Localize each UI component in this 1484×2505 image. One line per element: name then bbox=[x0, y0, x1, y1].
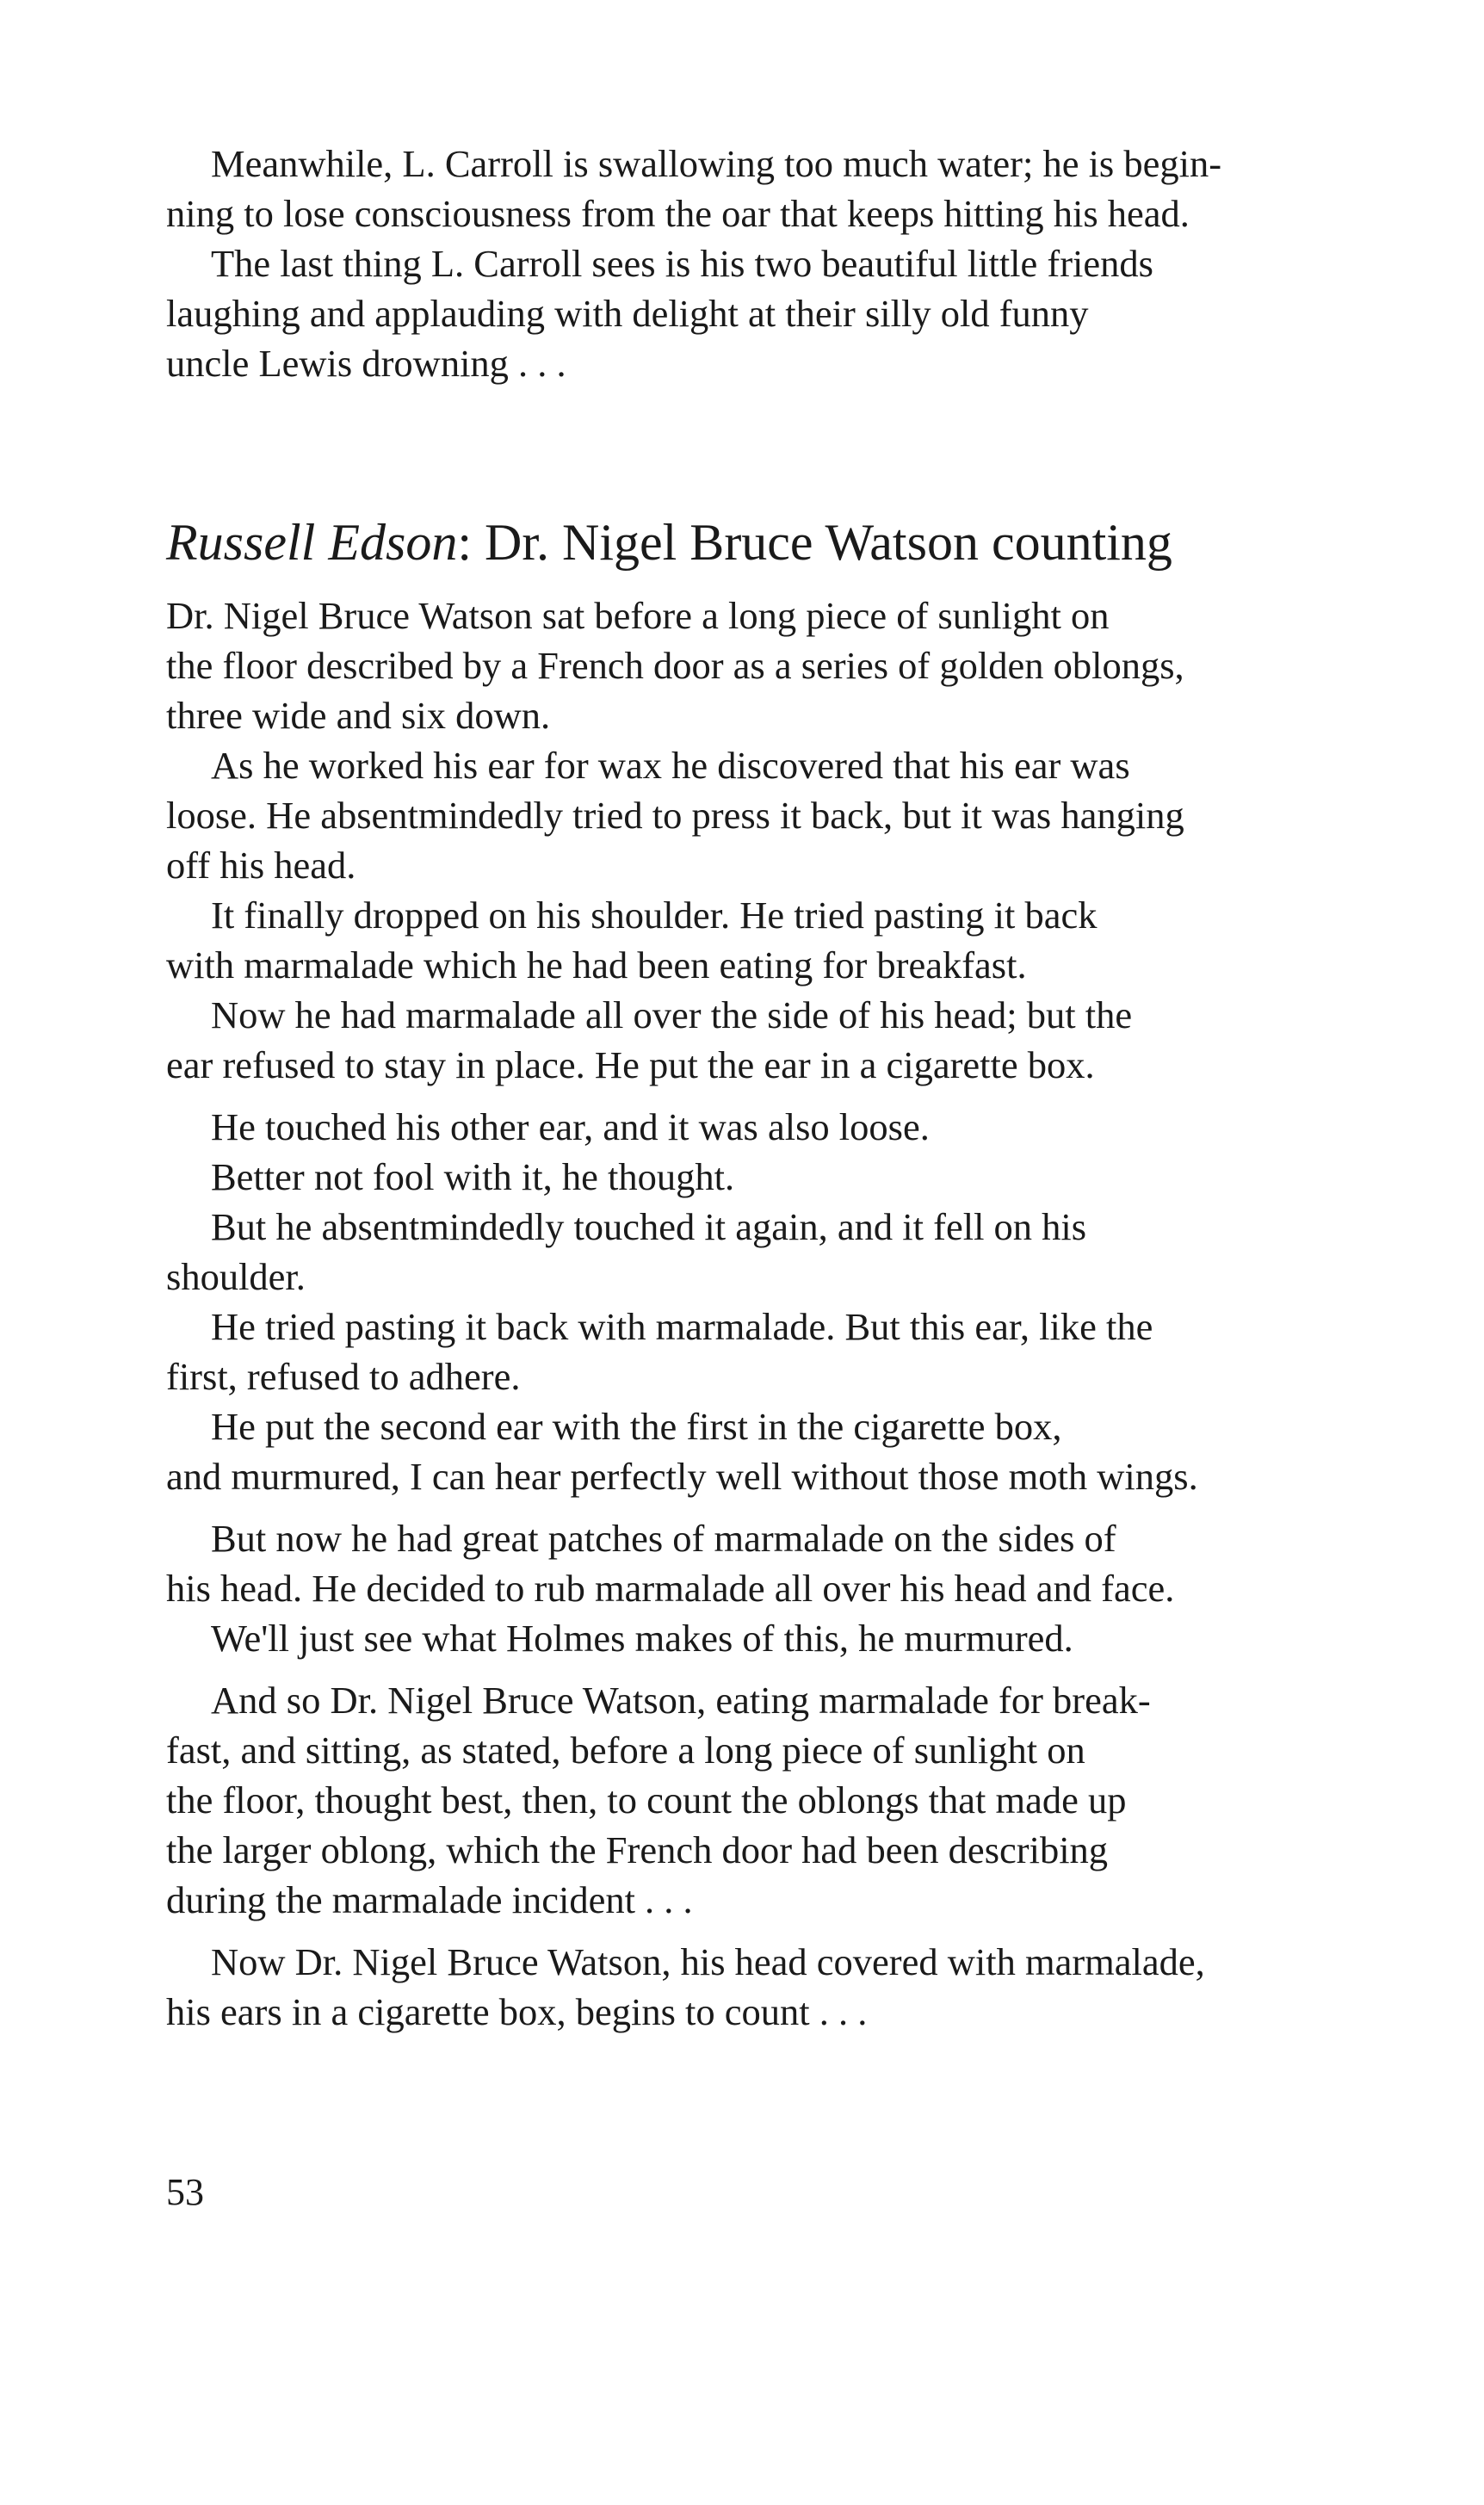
author-name: Russell Edson bbox=[166, 514, 458, 571]
text-line: Better not fool with it, he thought. bbox=[211, 1155, 735, 1198]
text-line: the floor, thought best, then, to count the oblongs that made up bbox=[166, 1778, 1127, 1822]
text-line: the floor described by a French door as a series of golden oblongs, bbox=[166, 644, 1184, 687]
poem-body bbox=[166, 591, 1337, 2037]
text-line: He touched his other ear, and it was also loose. bbox=[211, 1105, 930, 1148]
text-line: three wide and six down. bbox=[166, 694, 551, 737]
text-line: Meanwhile, L. Carroll is swallowing too much water; he is begin- bbox=[211, 142, 1222, 185]
text-line: He tried pasting it back with marmalade. But this ear, like the bbox=[211, 1305, 1153, 1348]
text-line: As he worked his ear for wax he discovered that his ear was bbox=[211, 744, 1130, 787]
title-separator: : bbox=[457, 514, 472, 571]
page-number: 53 bbox=[166, 2171, 204, 2213]
paragraph bbox=[166, 990, 1337, 1090]
paragraph bbox=[166, 1102, 1337, 1152]
text-line: his ears in a cigarette box, begins to count . . . bbox=[166, 1990, 868, 2033]
text-line: and murmured, I can hear perfectly well without those moth wings. bbox=[166, 1455, 1198, 1498]
paragraph bbox=[166, 740, 1337, 890]
text-line: laughing and applauding with delight at their silly old funny bbox=[166, 292, 1089, 335]
text-line: during the marmalade incident . . . bbox=[166, 1878, 693, 1921]
paragraph bbox=[166, 1513, 1337, 1613]
text-line: We'll just see what Holmes makes of this, he murmured. bbox=[211, 1617, 1073, 1660]
text-line: first, refused to adhere. bbox=[166, 1355, 521, 1398]
text-line: with marmalade which he had been eating for breakfast. bbox=[166, 943, 1027, 987]
paragraph bbox=[166, 1937, 1337, 2037]
text-line: The last thing L. Carroll sees is his two beautiful little friends bbox=[211, 242, 1153, 285]
text-line: But he absentmindedly touched it again, and it fell on his bbox=[211, 1205, 1087, 1248]
text-line: off his head. bbox=[166, 844, 356, 887]
paragraph bbox=[166, 1613, 1337, 1663]
paragraph bbox=[166, 1202, 1337, 1302]
text-line: But now he had great patches of marmalade on the sides of bbox=[211, 1517, 1116, 1560]
text-line: Now he had marmalade all over the side of his head; but the bbox=[211, 993, 1133, 1036]
paragraph bbox=[166, 890, 1337, 990]
paragraph bbox=[166, 1675, 1337, 1925]
section-title bbox=[166, 508, 1371, 577]
text-line: He put the second ear with the first in the cigarette box, bbox=[211, 1405, 1062, 1448]
text-line: uncle Lewis drowning . . . bbox=[166, 342, 566, 385]
text-line: ear refused to stay in place. He put the ear in a cigarette box. bbox=[166, 1043, 1095, 1086]
text-line: his head. He decided to rub marmalade all over his head and face. bbox=[166, 1567, 1175, 1610]
poem-title: Dr. Nigel Bruce Watson counting bbox=[485, 514, 1172, 571]
paragraph bbox=[166, 1302, 1337, 1401]
paragraph bbox=[166, 1152, 1337, 1202]
paragraph bbox=[166, 139, 1337, 388]
text-line: loose. He absentmindedly tried to press it back, but it was hanging bbox=[166, 794, 1184, 837]
intro-paragraph bbox=[166, 139, 1337, 388]
paragraph bbox=[166, 591, 1337, 740]
text-line: It finally dropped on his shoulder. He tried pasting it back bbox=[211, 894, 1098, 937]
text-line: Dr. Nigel Bruce Watson sat before a long piece of sunlight on bbox=[166, 594, 1110, 637]
text-line: ning to lose consciousness from the oar that keeps hitting his head. bbox=[166, 192, 1190, 235]
text-line: And so Dr. Nigel Bruce Watson, eating marmalade for break- bbox=[211, 1679, 1151, 1722]
text-line: the larger oblong, which the French door had been describing bbox=[166, 1828, 1109, 1871]
paragraph bbox=[166, 1401, 1337, 1501]
text-line: Now Dr. Nigel Bruce Watson, his head covered with marmalade, bbox=[211, 1940, 1205, 1983]
text-line: shoulder. bbox=[166, 1255, 306, 1298]
text-line: fast, and sitting, as stated, before a long piece of sunlight on bbox=[166, 1729, 1085, 1772]
